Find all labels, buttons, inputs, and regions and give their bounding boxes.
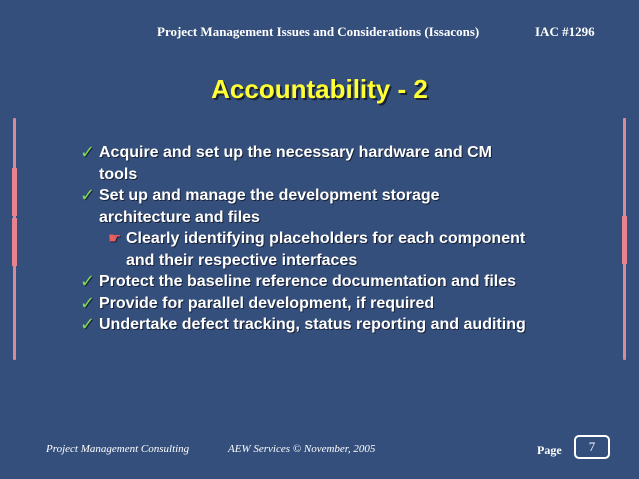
sub-bullet-text-line2: and their respective interfaces <box>126 251 358 269</box>
page-number-box: 7 <box>574 435 610 459</box>
presentation-title: Project Management Issues and Considerations (Issacons) <box>157 24 480 39</box>
pointing-hand-icon: ☛ <box>108 229 122 247</box>
checkmark-icon: ✓ <box>80 314 96 335</box>
bullet-text-line1: Acquire and set up the necessary hardware and CM <box>99 144 493 161</box>
bullet-text-line1: Provide for parallel development, if required <box>99 294 435 312</box>
footer-copyright: AEW Services © November, 2005 <box>228 443 376 455</box>
bullet-list <box>80 142 600 336</box>
slide-header <box>0 24 639 42</box>
bullet-text-line2: tools <box>99 165 138 183</box>
page-label: Page <box>537 443 562 457</box>
bullet-item <box>80 271 600 293</box>
checkmark-icon: ✓ <box>80 292 96 314</box>
footer-company: Project Management Consulting <box>46 443 190 455</box>
bullet-text-line1: Set up and manage the development storage <box>99 187 440 204</box>
slide-footer <box>0 443 639 461</box>
left-bar-tab-top <box>12 168 17 216</box>
left-bar-tab-bottom <box>12 218 17 266</box>
right-bar-tab <box>622 216 627 264</box>
sub-bullet-text-line1: Clearly identifying placeholders for each component <box>126 230 526 247</box>
bullet-item <box>80 314 600 336</box>
checkmark-icon: ✓ <box>80 185 96 206</box>
bullet-text-line1: Protect the baseline reference documentation and files <box>99 273 516 290</box>
bullet-item <box>80 185 600 228</box>
bullet-item <box>80 142 600 185</box>
bullet-text-line1: Undertake defect tracking, status reporting and auditing <box>99 316 526 333</box>
document-id: IAC #1296 <box>535 24 595 39</box>
left-decorative-bar <box>13 118 16 360</box>
bullet-text-line2: architecture and files <box>99 208 260 226</box>
bullet-item <box>80 293 600 315</box>
slide-title: Accountability - 2 <box>211 74 428 104</box>
right-decorative-bar <box>623 118 626 360</box>
checkmark-icon: ✓ <box>80 271 96 292</box>
sub-bullet-item <box>80 228 600 271</box>
checkmark-icon: ✓ <box>80 142 96 163</box>
